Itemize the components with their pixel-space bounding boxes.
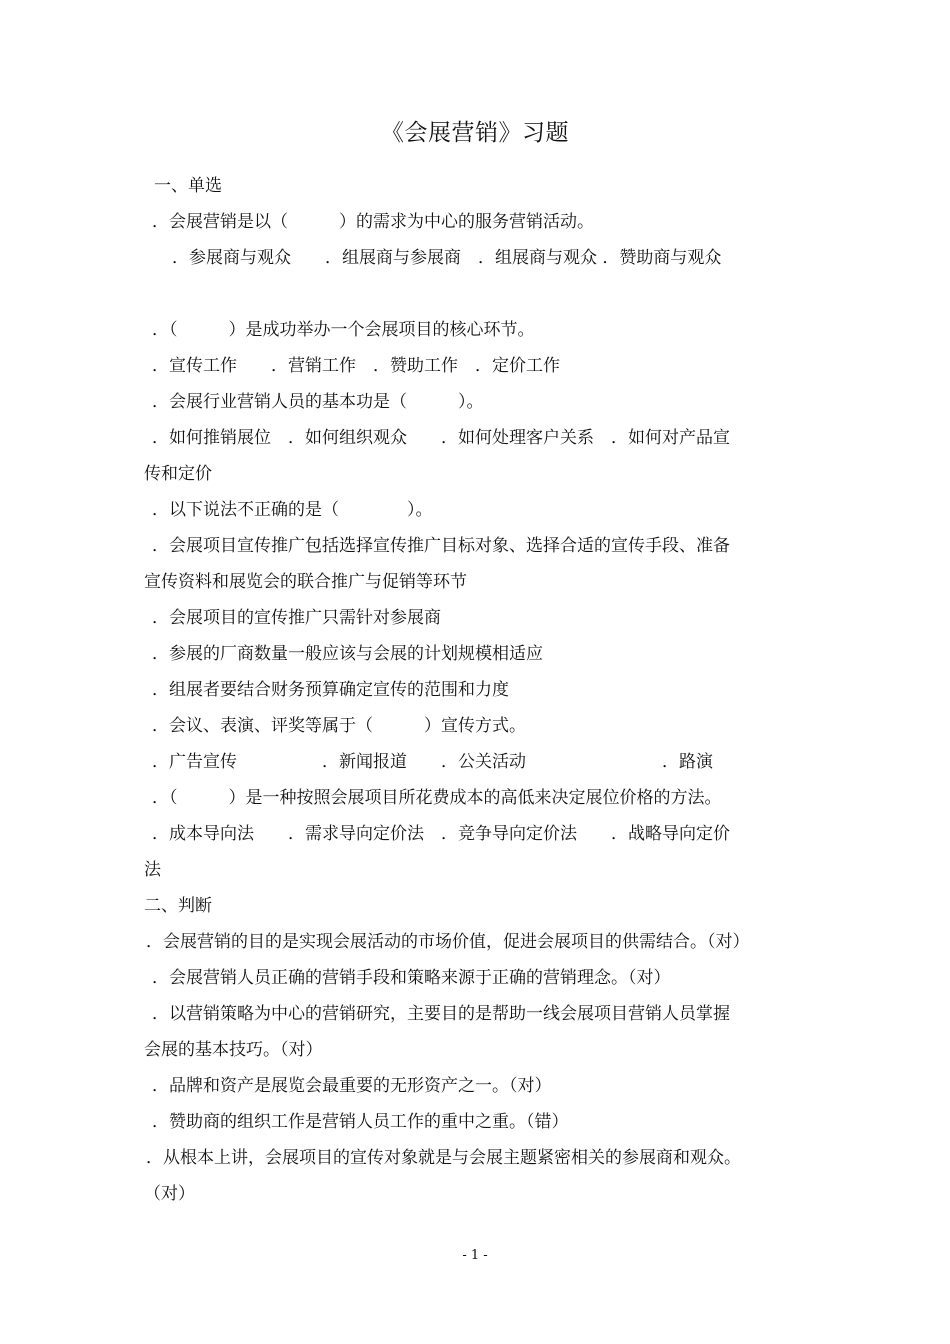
option-line: ．参展的厂商数量一般应该与会展的计划规模相适应 [152,644,543,664]
option-line-continued: 法 [144,860,161,880]
question-line: ．以下说法不正确的是（ ）。 [152,500,433,520]
statement-line: ．从根本上讲，会展项目的宣传对象就是与会展主题紧密相关的参展商和观众。 [146,1148,741,1168]
option-line: ．会展项目宣传推广包括选择宣传推广目标对象、选择合适的宣传手段、准备 [152,536,730,556]
question-line: ．会展行业营销人员的基本功是（ ）。 [152,392,484,412]
option-line: ．广告宣传 ．新闻报道 ．公关活动 ．路演 [152,752,713,772]
question-line: ．（ ）是成功举办一个会展项目的核心环节。 [152,320,535,340]
statement-line: ．以营销策略为中心的营销研究，主要目的是帮助一线会展项目营销人员掌握 [152,1004,730,1024]
option-line: ．如何推销展位 ．如何组织观众 ．如何处理客户关系 ．如何对产品宣 [152,428,730,448]
option-line: ．会展项目的宣传推广只需针对参展商 [152,608,441,628]
option-line-continued: 宣传资料和展览会的联合推广与促销等环节 [144,572,467,592]
option-line: ．组展者要结合财务预算确定宣传的范围和力度 [152,680,509,700]
question-line: ．会议、表演、评奖等属于（ ）宣传方式。 [152,716,526,736]
option-line: ．宣传工作 ．营销工作 ．赞助工作 ．定价工作 [152,356,560,376]
statement-line-continued: （对） [144,1184,195,1204]
question-line: ．会展营销是以（ ）的需求为中心的服务营销活动。 [152,212,594,232]
statement-line: ．赞助商的组织工作是营销人员工作的重中之重。（错） [152,1112,569,1132]
page-number: - 1 - [462,1248,488,1263]
section-heading-single-choice: 一、单选 [154,176,222,196]
statement-line-continued: 会展的基本技巧。（对） [144,1040,323,1060]
option-line: ．成本导向法 ．需求导向定价法 ．竞争导向定价法 ．战略导向定价 [152,824,730,844]
option-line: ．参展商与观众 ．组展商与参展商 ．组展商与观众 ．赞助商与观众 [172,248,722,268]
statement-line: ．会展营销的目的是实现会展活动的市场价值，促进会展项目的供需结合。（对） [146,932,750,952]
section-heading-true-false: 二、判断 [144,896,212,916]
option-line-continued: 传和定价 [144,464,212,484]
statement-line: ．品牌和资产是展览会最重要的无形资产之一。（对） [152,1076,552,1096]
question-line: ．（ ）是一种按照会展项目所花费成本的高低来决定展位价格的方法。 [152,788,722,808]
statement-line: ．会展营销人员正确的营销手段和策略来源于正确的营销理念。（对） [152,968,671,988]
document-title: 《会展营销》习题 [381,120,569,146]
